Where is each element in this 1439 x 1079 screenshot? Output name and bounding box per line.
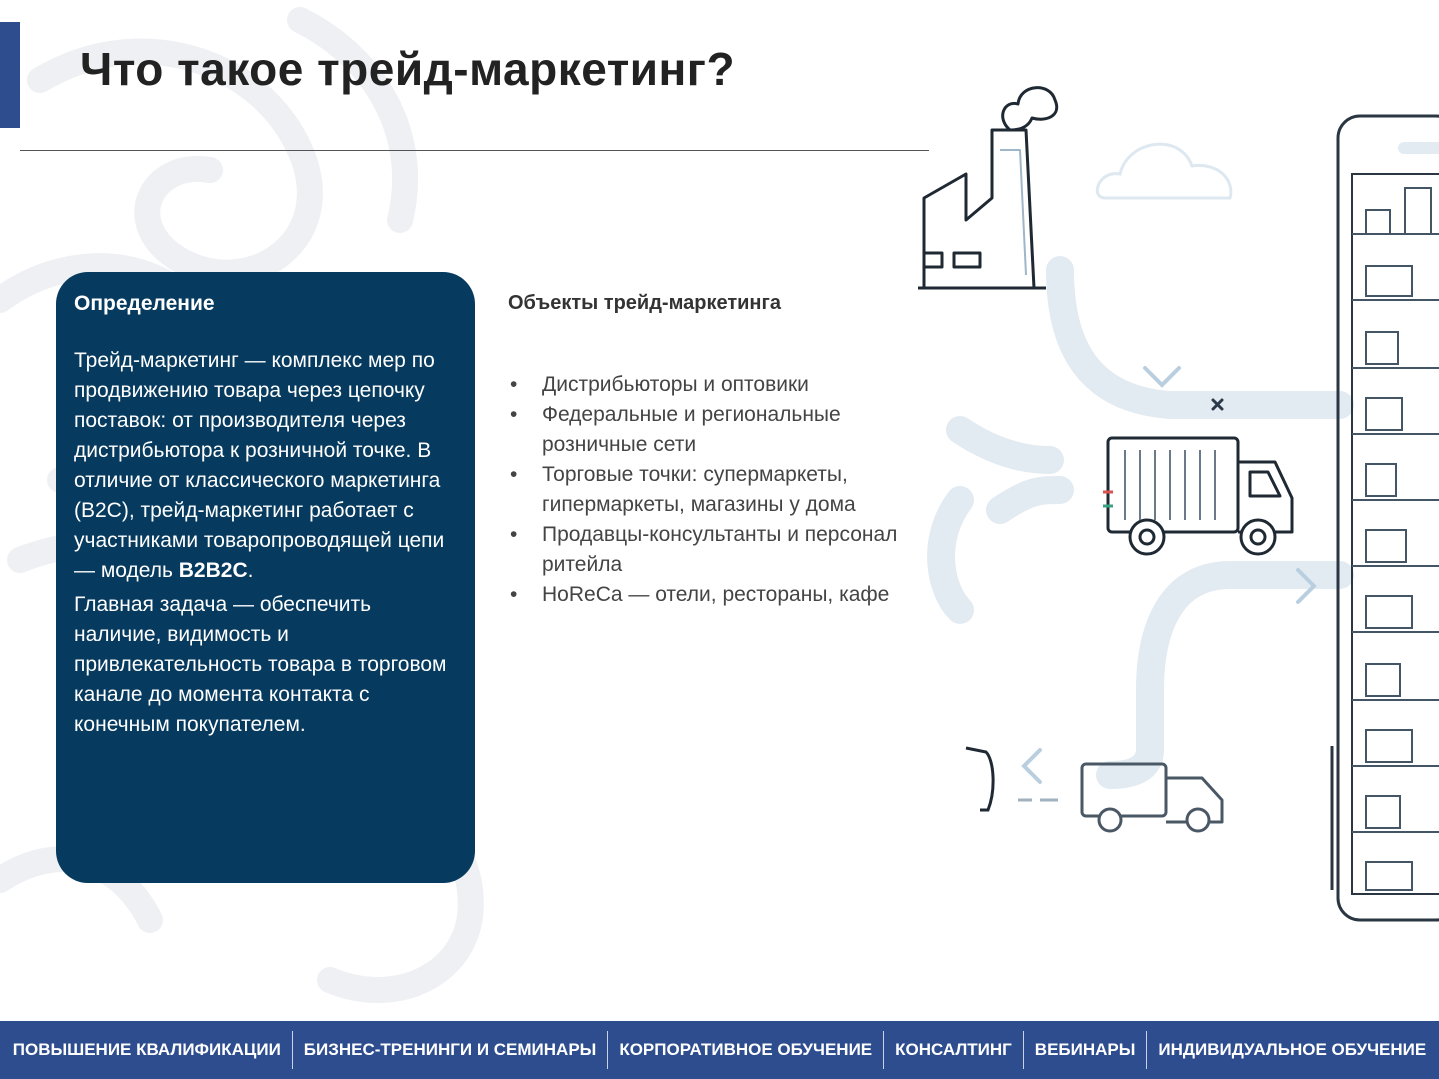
footer-link-trainings[interactable]: БИЗНЕС-ТРЕНИНГИ И СЕМИНАРЫ <box>303 1040 597 1059</box>
definition-heading: Определение <box>74 292 215 315</box>
partial-vehicle-icon <box>966 748 993 810</box>
list-item-text: Федеральные и региональные розничные сети <box>542 403 841 456</box>
title-accent-bar <box>0 22 20 128</box>
title-divider <box>20 150 929 151</box>
bullet-icon: • <box>510 583 518 606</box>
definition-model-name: B2B2C <box>178 559 248 582</box>
bullet-icon: • <box>510 403 518 426</box>
definition-paragraph-1 <box>74 346 457 586</box>
list-item <box>508 370 928 400</box>
footer-link-individual[interactable]: ИНДИВИДУАЛЬНОЕ ОБУЧЕНИЕ <box>1158 1040 1427 1059</box>
definition-card <box>56 272 475 883</box>
bullet-icon: • <box>510 373 518 396</box>
page-title: Что такое трейд-маркетинг? <box>80 43 736 95</box>
list-item <box>508 400 928 460</box>
supply-chain-illustration <box>900 70 1439 950</box>
footer-nav <box>0 1021 1439 1079</box>
list-item-text: Дистрибьюторы и оптовики <box>542 373 809 396</box>
list-item <box>508 460 928 520</box>
bullet-icon: • <box>510 463 518 486</box>
objects-heading: Объекты трейд-маркетинга <box>508 292 781 314</box>
store-shelf-icon <box>1332 116 1439 920</box>
footer-link-qualification[interactable]: ПОВЫШЕНИЕ КВАЛИФИКАЦИИ <box>12 1040 281 1059</box>
footer-link-webinars[interactable]: ВЕБИНАРЫ <box>1034 1040 1136 1059</box>
cloud-icon <box>1097 144 1231 198</box>
definition-paragraph-1-end: . <box>247 559 254 582</box>
footer-link-consulting[interactable]: КОНСАЛТИНГ <box>895 1040 1012 1059</box>
factory-icon <box>918 88 1057 288</box>
list-item <box>508 520 928 580</box>
list-item-text: Продавцы-консультанты и персонал ритейла <box>542 523 898 576</box>
list-item <box>508 580 928 610</box>
footer-link-corporate[interactable]: КОРПОРАТИВНОЕ ОБУЧЕНИЕ <box>619 1040 873 1059</box>
bullet-icon: • <box>510 523 518 546</box>
definition-paragraph-2: Главная задача — обеспечить наличие, видимость и привлекательность товара в торговом канале до момента контакта с конечным покупателем. <box>74 593 447 736</box>
objects-list <box>508 370 928 610</box>
list-item-text: Торговые точки: супермаркеты, гипермаркеты, магазины у дома <box>542 463 856 516</box>
definition-paragraph-1-text: Трейд-маркетинг — комплекс мер по продвижению товара через цепочку поставок: от производителя через дистрибьютора к розничной точке. В отличие от классического маркетинга (B2C), трейд-маркетинг работает с участниками товаропроводящей цепи — модель <box>74 349 445 582</box>
truck-icon <box>1103 438 1292 554</box>
list-item-text: HoReCa — отели, рестораны, кафе <box>542 583 890 606</box>
